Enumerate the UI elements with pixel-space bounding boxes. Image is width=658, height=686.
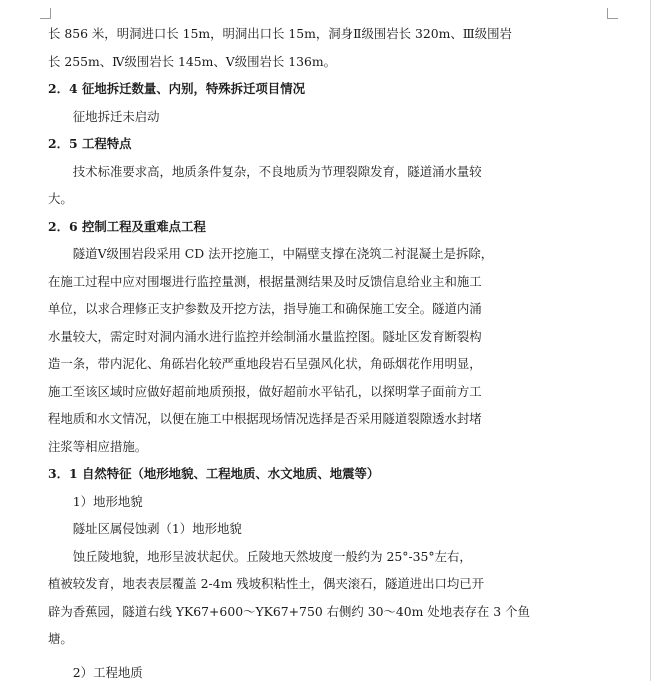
section-heading: 2．5 工程特点 xyxy=(48,130,556,158)
paragraph xyxy=(48,20,556,75)
text-line: 蚀丘陵地貌，地形呈波状起伏。丘陵地天然坡度一般约为 25°-35°左右， xyxy=(48,543,556,571)
text-line: 长 255m、Ⅳ级围岩长 145m、Ⅴ级围岩长 136m。 xyxy=(48,48,556,76)
page-edge-line xyxy=(650,0,651,681)
document-text xyxy=(48,20,556,686)
text-line: 技术标准要求高，地质条件复杂，不良地质为节理裂隙发育，隧道涌水量较 xyxy=(48,158,556,186)
paragraph xyxy=(48,158,556,213)
text-line: 塘。 xyxy=(48,625,556,653)
text-line: 隧道Ⅴ级围岩段采用 CD 法开挖施工，中隔壁支撑在浇筑二衬混凝土是拆除， xyxy=(48,240,556,268)
text-line: 植被较发育，地表表层覆盖 2-4m 残坡积粘性土，偶夹滚石，隧道进出口均已开 xyxy=(48,570,556,598)
text-line: 注浆等相应措施。 xyxy=(48,433,556,461)
paragraph: 征地拆迁未启动 xyxy=(48,103,556,131)
section-heading: 2．6 控制工程及重难点工程 xyxy=(48,213,556,241)
margin-corner-mark xyxy=(40,8,51,19)
paragraph: 1）地形地貌 xyxy=(48,488,556,516)
text-line: 大。 xyxy=(48,185,556,213)
text-line: 单位，以求合理修正支护参数及开挖方法，指导施工和确保施工安全。隧道内涌 xyxy=(48,295,556,323)
paragraph: 2）工程地质 xyxy=(48,659,556,686)
section-heading: 3．1 自然特征（地形地貌、工程地质、水文地质、地震等） xyxy=(48,460,556,488)
text-line: 辟为香蕉园，隧道右线 YK67+600～YK67+750 右侧约 30～40m 处地表存在 3 个鱼 xyxy=(48,598,556,626)
paragraph: 隧址区属侵蚀剥（1）地形地貌 xyxy=(48,515,556,543)
text-line: 程地质和水文情况，以便在施工中根据现场情况选择是否采用隧道裂隙透水封堵 xyxy=(48,405,556,433)
text-line: 长 856 米，明洞进口长 15m，明洞出口长 15m，洞身Ⅱ级围岩长 320m、Ⅲ级围岩 xyxy=(48,20,556,48)
paragraph xyxy=(48,543,556,653)
section-heading: 2．4 征地拆迁数量、内别，特殊拆迁项目情况 xyxy=(48,75,556,103)
paragraph xyxy=(48,240,556,460)
text-line: 施工至该区域时应做好超前地质预报，做好超前水平钻孔，以探明掌子面前方工 xyxy=(48,378,556,406)
text-line: 造一条，带内泥化、角砾岩化较严重地段岩石呈强风化状，角砾烟花作用明显， xyxy=(48,350,556,378)
text-line: 水量较大，需定时对洞内涌水进行监控并绘制涌水量监控图。隧址区发育断裂构 xyxy=(48,323,556,351)
text-line: 在施工过程中应对围堰进行监控量测，根据量测结果及时反馈信息给业主和施工 xyxy=(48,268,556,296)
margin-corner-mark xyxy=(607,8,618,19)
